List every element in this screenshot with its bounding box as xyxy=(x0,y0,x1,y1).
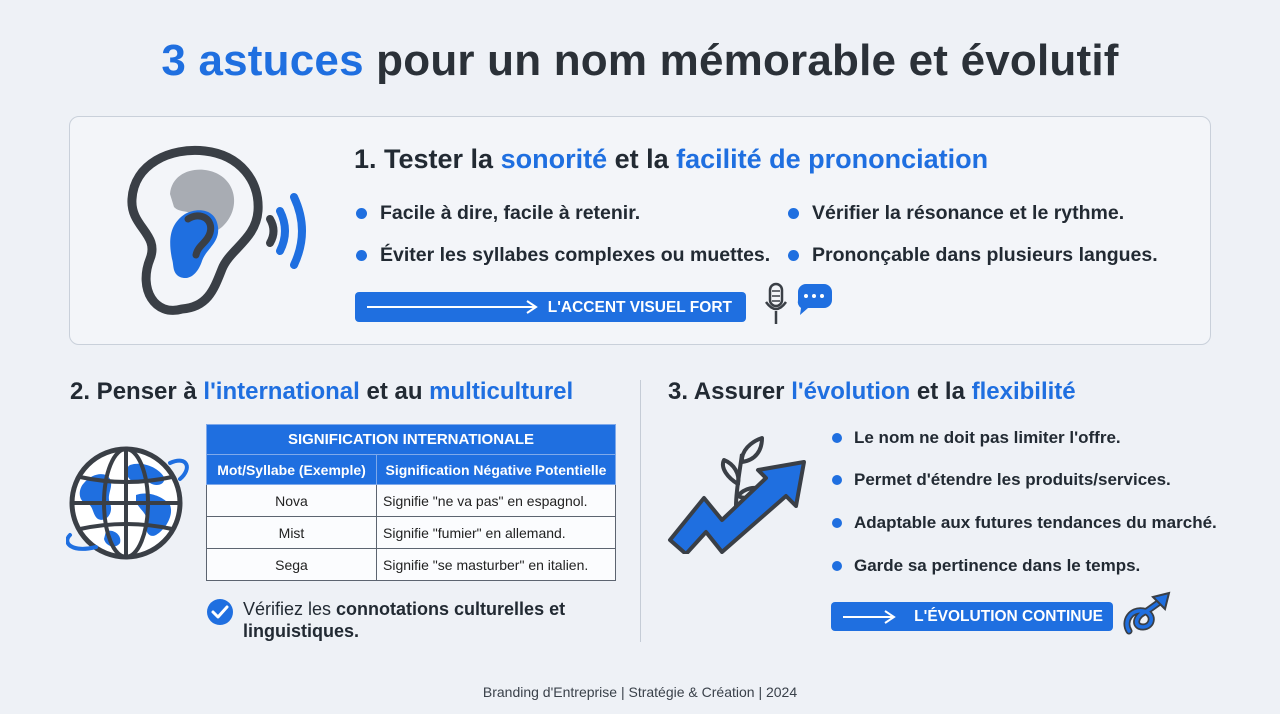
banner-label: L'ACCENT VISUEL FORT xyxy=(547,299,732,316)
section-1-title xyxy=(354,144,988,175)
check-circle-icon xyxy=(206,598,234,626)
cultural-note xyxy=(243,598,603,642)
arrow-right-icon xyxy=(365,299,540,315)
title-part: 1. Tester la xyxy=(354,144,501,174)
bullet-not-limit-offer: Le nom ne doit pas limiter l'offre. xyxy=(832,428,1121,448)
section-2-title xyxy=(70,378,573,406)
table-row xyxy=(207,549,616,581)
title-part: 3. Assurer xyxy=(668,378,792,405)
title-accent: 3 astuces xyxy=(161,36,364,85)
bullet-extend-products: Permet d'étendre les produits/services. xyxy=(832,470,1171,490)
speech-bubble-icon xyxy=(798,284,832,315)
table-cell-word: Mist xyxy=(207,517,377,549)
note-bold: connotations culturelles et linguistiques. xyxy=(243,599,566,641)
microphone-icon xyxy=(764,280,834,330)
table-caption: SIGNIFICATION INTERNATIONALE xyxy=(207,425,616,455)
column-header-meaning: Signification Négative Potentielle xyxy=(377,455,616,485)
table-row xyxy=(207,517,616,549)
growth-arrow-icon xyxy=(664,434,814,554)
bullet-adaptable-trends: Adaptable aux futures tendances du marché. xyxy=(832,513,1217,533)
title-accent: l'évolution xyxy=(791,378,911,405)
bullet-multilingual: Prononçable dans plusieurs langues. xyxy=(788,244,1158,267)
tip-card-sonority xyxy=(69,116,1211,345)
bullet-avoid-syllables: Éviter les syllabes complexes ou muettes. xyxy=(356,244,770,267)
title-part: et la xyxy=(910,378,972,405)
table-row xyxy=(207,485,616,517)
title-accent: facilité de prononciation xyxy=(676,144,989,174)
visual-accent-banner xyxy=(355,292,746,322)
page-title xyxy=(0,36,1280,86)
title-part: et au xyxy=(359,378,430,405)
title-accent: flexibilité xyxy=(971,378,1076,405)
table-cell-meaning: Signifie "se masturber" en italien. xyxy=(377,549,616,581)
table-cell-meaning: Signifie "fumier" en allemand. xyxy=(377,517,616,549)
title-part: 2. Penser à xyxy=(70,378,204,405)
ear-icon xyxy=(110,139,310,329)
banner-label: L'ÉVOLUTION CONTINUE xyxy=(914,608,1103,625)
footer: Branding d'Entreprise | Stratégie & Création | 2024 xyxy=(482,684,798,700)
continuous-evolution-banner xyxy=(831,602,1113,631)
title-part: et la xyxy=(607,144,677,174)
bullet-resonance: Vérifier la résonance et le rythme. xyxy=(788,202,1124,225)
international-meaning-table xyxy=(206,424,616,581)
section-3-title xyxy=(668,378,1076,406)
column-header-word: Mot/Syllabe (Exemple) xyxy=(207,455,377,485)
table-cell-word: Sega xyxy=(207,549,377,581)
bullet-easy-to-say: Facile à dire, facile à retenir. xyxy=(356,202,640,225)
globe-icon xyxy=(66,443,191,563)
loop-arrow-icon xyxy=(1123,591,1173,639)
title-accent: l'international xyxy=(203,378,360,405)
title-rest: pour un nom mémorable et évolutif xyxy=(363,36,1119,85)
sound-waves-icon xyxy=(270,197,302,265)
bullet-keeps-relevance: Garde sa pertinence dans le temps. xyxy=(832,556,1140,576)
title-accent: sonorité xyxy=(500,144,608,174)
table-cell-word: Nova xyxy=(207,485,377,517)
note-plain: Vérifiez les xyxy=(243,599,337,619)
section-divider xyxy=(640,380,641,642)
title-accent: multiculturel xyxy=(429,378,574,405)
arrow-right-icon xyxy=(841,609,897,625)
table-cell-meaning: Signifie "ne va pas" en espagnol. xyxy=(377,485,616,517)
